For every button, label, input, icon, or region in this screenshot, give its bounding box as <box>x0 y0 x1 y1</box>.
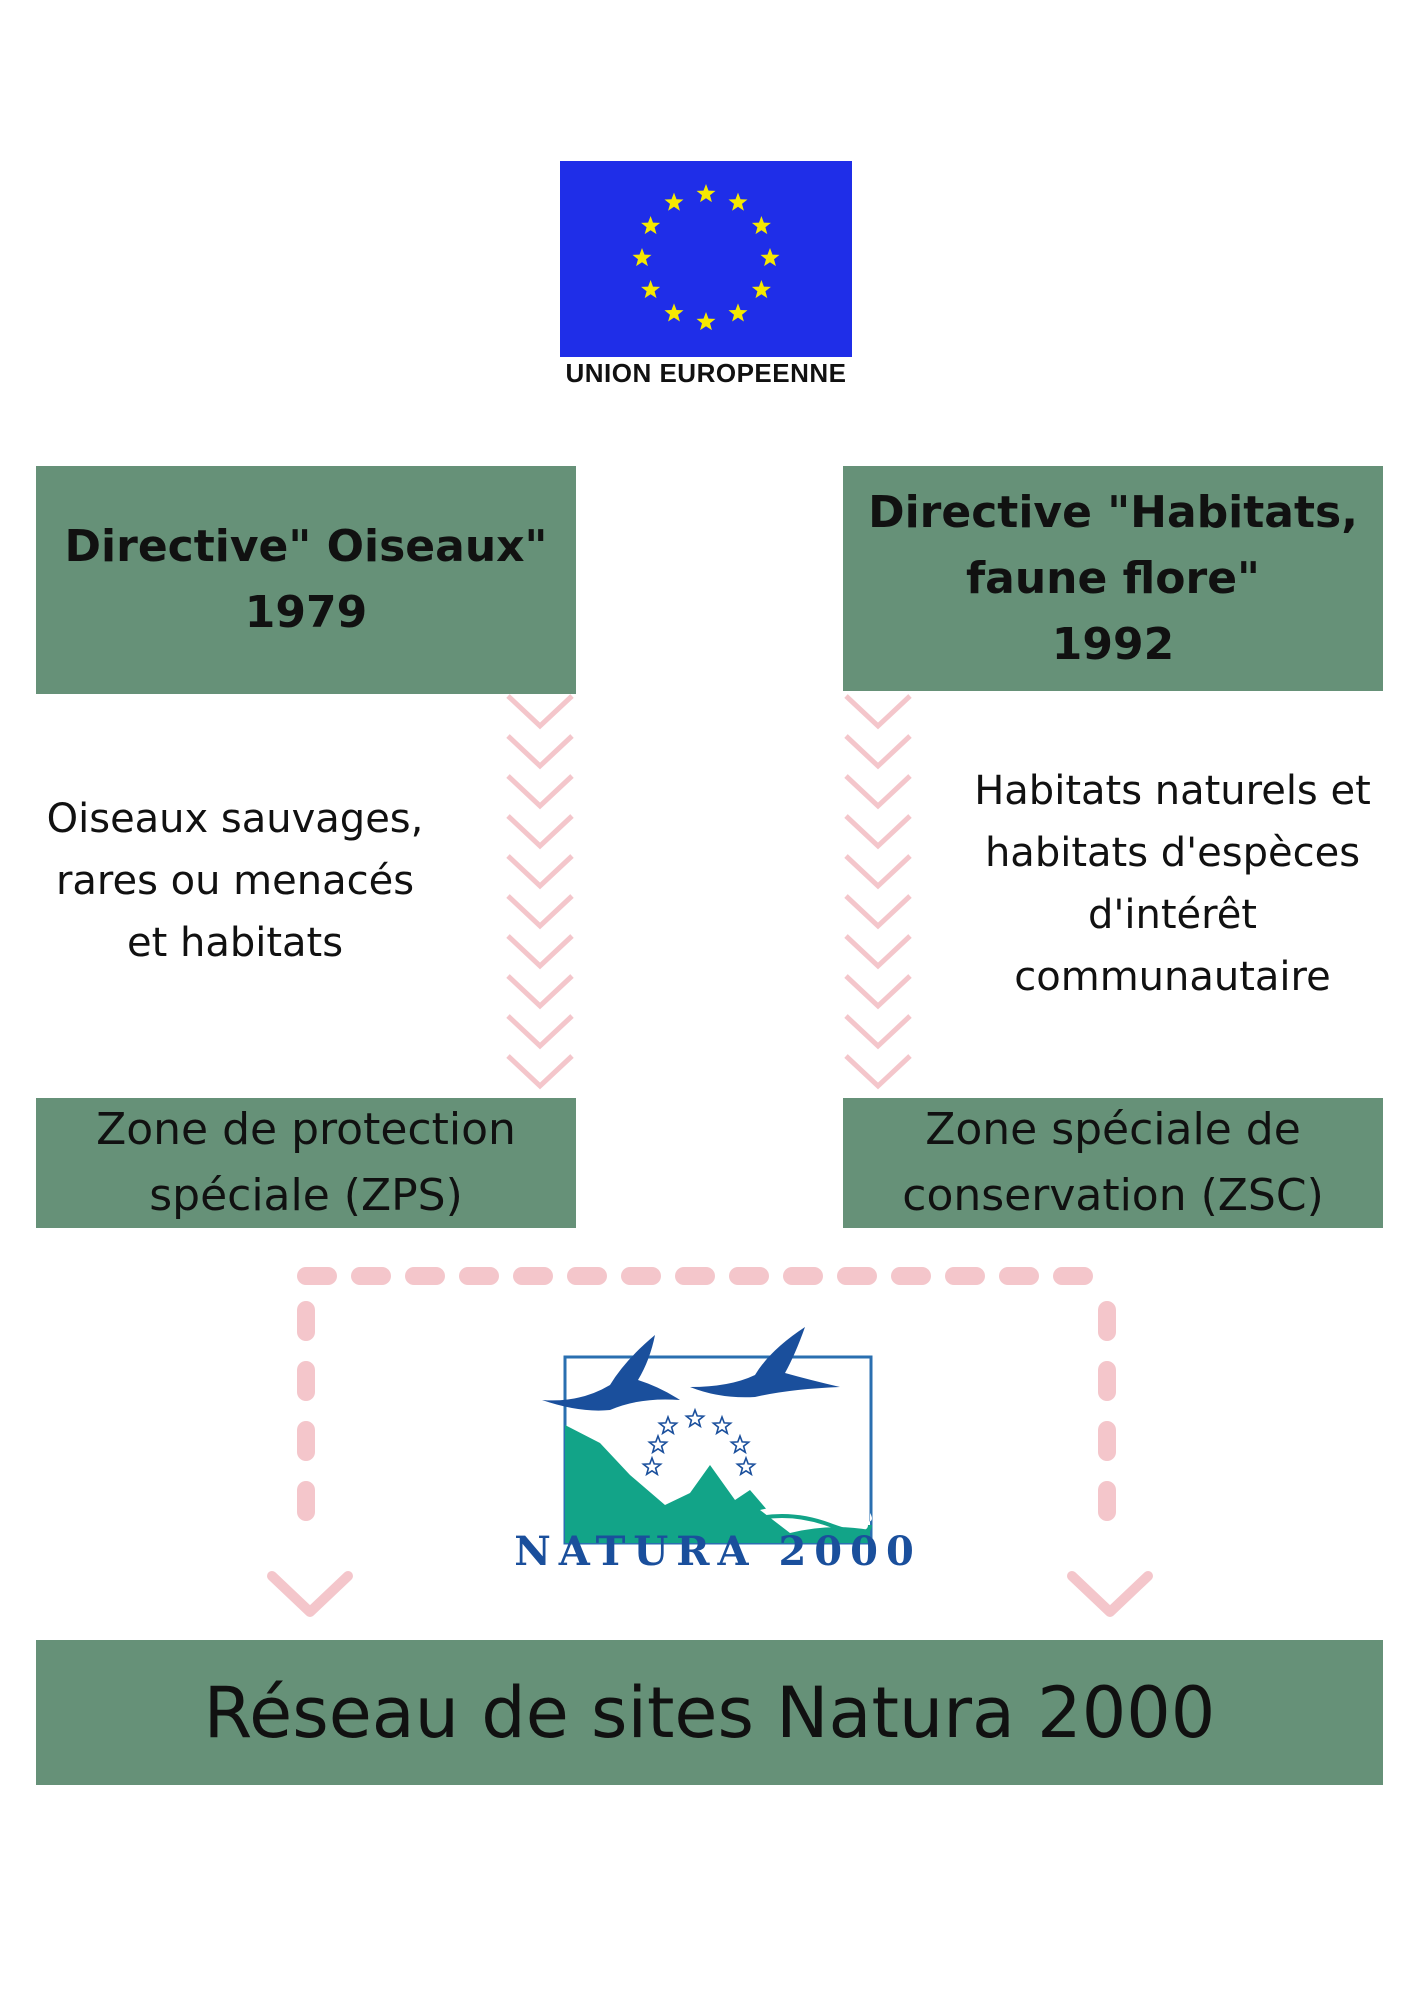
chevron-icon <box>846 1016 910 1046</box>
reseau-natura-label: Réseau de sites Natura 2000 <box>203 1671 1216 1754</box>
zsc-label-line-2: conservation (ZSC) <box>902 1170 1324 1221</box>
reseau-natura-box <box>36 1640 1383 1785</box>
habitats-description-line-4: communautaire <box>1014 954 1331 1000</box>
chevron-arrow-left <box>508 696 572 1086</box>
chevron-icon <box>846 696 910 726</box>
arrow-head-left <box>272 1576 348 1612</box>
chevron-icon <box>846 816 910 846</box>
chevron-icon <box>508 856 572 886</box>
chevron-icon <box>846 976 910 1006</box>
natura-star-icon <box>649 1436 666 1452</box>
chevron-icon <box>846 776 910 806</box>
oiseaux-description-line-2: rares ou menacés <box>55 858 415 904</box>
chevron-icon <box>508 896 572 926</box>
chevron-icon <box>846 736 910 766</box>
chevron-icon <box>508 696 572 726</box>
eu-label: UNION EUROPEENNE <box>565 358 847 388</box>
natura-star-icon <box>643 1458 660 1474</box>
chevron-arrow-right <box>846 696 910 1086</box>
natura-2000-wordmark: NATURA 2000 <box>514 1528 922 1575</box>
arrow-head-right <box>1072 1576 1148 1612</box>
chevron-icon <box>846 896 910 926</box>
chevron-icon <box>508 936 572 966</box>
oiseaux-description-line-3: et habitats <box>126 920 344 966</box>
directive-habitats-title-line-1: Directive "Habitats, <box>868 486 1358 538</box>
directive-habitats-title-line-2: faune flore" <box>966 552 1260 604</box>
habitats-description-line-3: d'intérêt <box>1087 892 1257 938</box>
chevron-icon <box>508 1056 572 1086</box>
habitats-description-line-1: Habitats naturels et <box>974 768 1371 814</box>
directive-habitats-year: 1992 <box>1051 618 1175 670</box>
chevron-icon <box>508 736 572 766</box>
chevron-icon <box>846 936 910 966</box>
zps-label-line-2: spéciale (ZPS) <box>149 1170 463 1221</box>
habitats-description-line-2: habitats d'espèces <box>984 830 1361 876</box>
chevron-icon <box>508 776 572 806</box>
natura-star-icon <box>737 1458 754 1474</box>
chevron-icon <box>846 1056 910 1086</box>
natura-star-icon <box>731 1436 748 1452</box>
oiseaux-description-line-1: Oiseaux sauvages, <box>46 796 424 842</box>
natura-star-icon <box>686 1410 703 1426</box>
chevron-icon <box>846 856 910 886</box>
chevron-icon <box>508 1016 572 1046</box>
directive-oiseaux-year: 1979 <box>244 587 368 638</box>
zps-label-line-1: Zone de protection <box>96 1104 516 1155</box>
chevron-icon <box>508 976 572 1006</box>
natura-2000-logo-icon <box>514 1325 922 1575</box>
zsc-label-line-1: Zone spéciale de <box>925 1104 1301 1155</box>
natura-star-icon <box>659 1417 676 1433</box>
natura-star-icon <box>713 1417 730 1433</box>
chevron-icon <box>508 816 572 846</box>
directive-oiseaux-title: Directive" Oiseaux" <box>64 521 548 572</box>
